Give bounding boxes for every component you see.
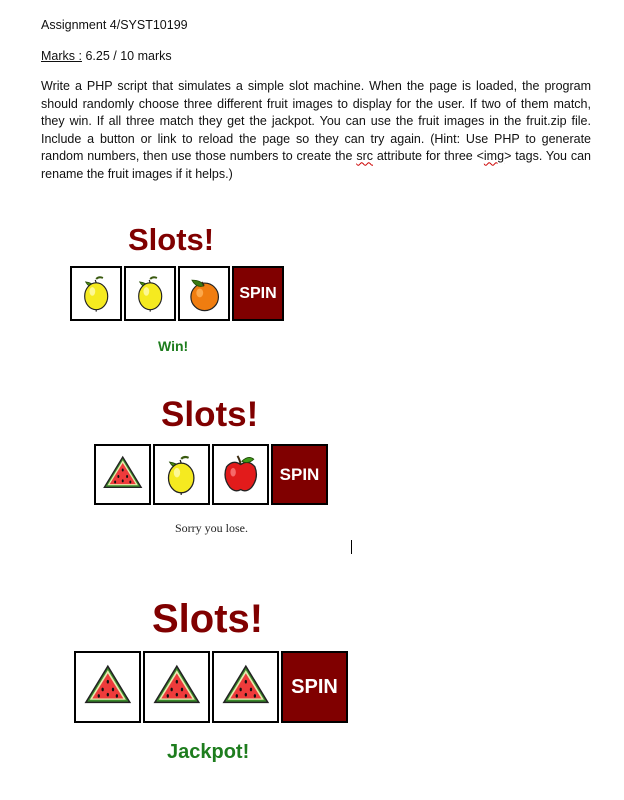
slots-title: Slots!: [161, 395, 259, 434]
marks-value: 6.25 / 10 marks: [81, 49, 172, 63]
spin-button[interactable]: SPIN: [281, 651, 348, 723]
watermelon-icon: [151, 659, 203, 715]
slots-title: Slots!: [152, 597, 264, 641]
reel-tile: [124, 266, 176, 321]
orange-icon: [184, 273, 223, 315]
instructions-text-1: Write a PHP script that simulates a simple slot machine. When the page is loaded, the program should randomly choose three different fruit images to display for the user. If two of them match, they win. If all three match they get the jackpot. You can use the fruit images in the fruit.zip file. Include a button or link to reload the page so they can try again. (Hint: Use PHP to generate random numbers, then use those numbers to create the: [41, 79, 591, 164]
reel-tile: [178, 266, 230, 321]
spin-button[interactable]: SPIN: [271, 444, 328, 505]
src-word: src: [356, 149, 373, 164]
marks-line: [41, 49, 172, 63]
lemon-icon: [131, 273, 169, 314]
slot-reels: [94, 444, 328, 505]
slots-title: Slots!: [128, 222, 215, 257]
reel-tile: [143, 651, 210, 723]
lemon-icon: [160, 452, 202, 498]
result-text: Win!: [158, 338, 189, 354]
watermelon-icon: [82, 659, 134, 715]
reel-tile: [94, 444, 151, 505]
spin-button[interactable]: SPIN: [232, 266, 284, 321]
apple-icon: [219, 451, 262, 498]
marks-label: Marks :: [41, 49, 82, 63]
instructions-paragraph: [41, 78, 591, 184]
result-text: Sorry you lose.: [175, 521, 248, 535]
watermelon-icon: [220, 659, 272, 715]
result-text: Jackpot!: [167, 741, 250, 763]
assignment-title: Assignment 4/SYST10199: [41, 18, 188, 32]
reel-tile: [153, 444, 210, 505]
slot-reels: [70, 266, 284, 321]
watermelon-icon: [101, 451, 144, 498]
slot-reels: [74, 651, 348, 723]
instructions-text-2: attribute for three <: [372, 149, 484, 164]
reel-tile: [70, 266, 122, 321]
instructions-text-3: > tags. You can rename the fruit images if it helps.): [41, 149, 592, 181]
text-cursor: [351, 540, 352, 554]
img-word: img: [483, 149, 505, 164]
lemon-icon: [77, 273, 115, 314]
reel-tile: [74, 651, 141, 723]
reel-tile: [212, 651, 279, 723]
reel-tile: [212, 444, 269, 505]
